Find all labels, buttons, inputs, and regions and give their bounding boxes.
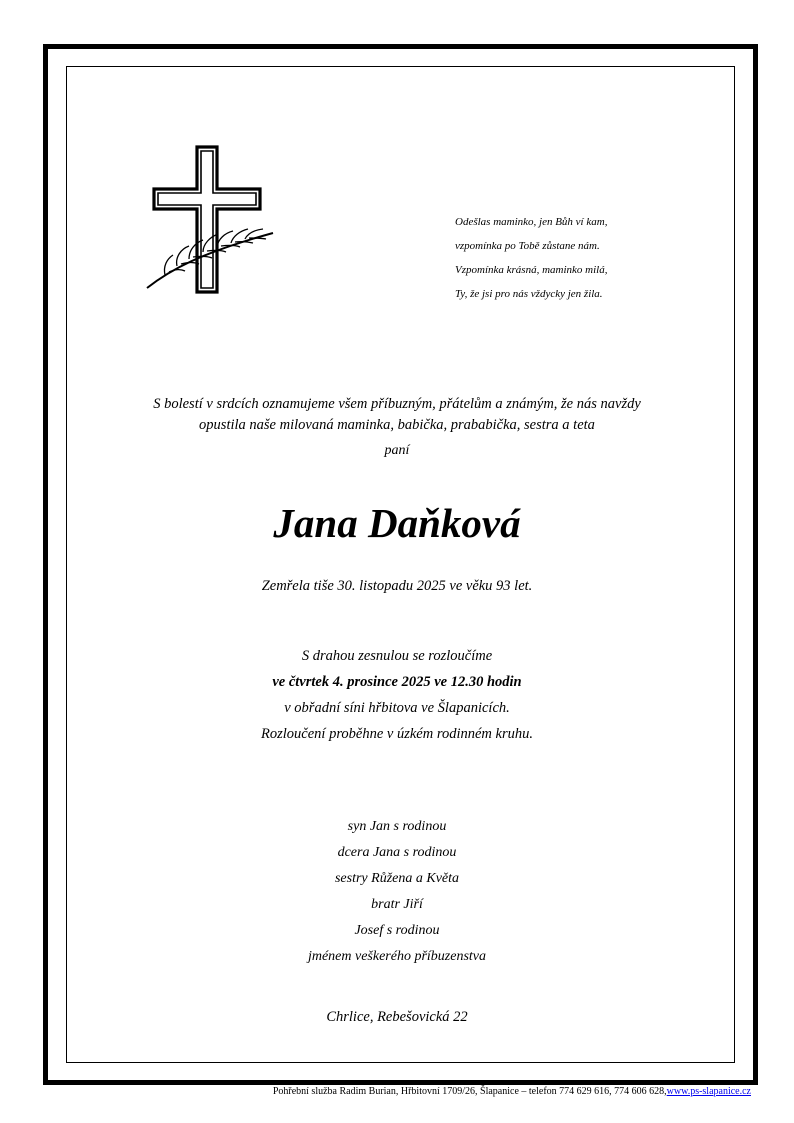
poem-line: Ty, že jsi pro nás vždycky jen žila. bbox=[455, 288, 603, 300]
ceremony-info bbox=[0, 643, 794, 747]
family-address: Chrlice, Rebešovická 22 bbox=[326, 1009, 468, 1025]
poem-line: Vzpomínka krásná, maminko milá, bbox=[455, 264, 608, 276]
footer-text: Pohřební služba Radim Burian, Hřbitovní 1709/26, Šlapanice – telefon 774 629 616, 774 606 628, bbox=[272, 1086, 667, 1097]
announcement-intro bbox=[0, 394, 794, 461]
intro-line: opustila naše milovaná maminka, babička, prababička, sestra a teta bbox=[199, 417, 595, 433]
ceremony-datetime: ve čtvrtek 4. prosince 2025 ve 12.30 hodin bbox=[272, 674, 522, 690]
poem-line: vzpomínka po Tobě zůstane nám. bbox=[455, 240, 600, 252]
ceremony-place: v obřadní síni hřbitova ve Šlapanicích. bbox=[284, 700, 510, 716]
mourner-item: jménem veškerého příbuzenstva bbox=[307, 949, 487, 964]
mourner-item: Josef s rodinou bbox=[354, 923, 440, 938]
footer bbox=[273, 1086, 751, 1097]
mourner-item: syn Jan s rodinou bbox=[347, 819, 447, 834]
cross-with-palm-icon bbox=[145, 145, 280, 295]
intro-title: paní bbox=[384, 443, 410, 458]
mourner-item: dcera Jana s rodinou bbox=[337, 845, 457, 860]
ceremony-note: Rozloučení proběhne v úzkém rodinném kruhu. bbox=[261, 726, 533, 742]
mourner-item: sestry Růžena a Květa bbox=[334, 871, 460, 886]
deceased-name: Jana Daňková bbox=[273, 500, 521, 546]
death-notice: Zemřela tiše 30. listopadu 2025 ve věku 93 let. bbox=[261, 578, 533, 594]
mourner-item: bratr Jiří bbox=[371, 897, 423, 912]
poem-line: Odešlas maminko, jen Bůh ví kam, bbox=[455, 216, 608, 228]
mourners-list bbox=[0, 814, 794, 970]
poem bbox=[455, 210, 715, 306]
ceremony-line: S drahou zesnulou se rozloučíme bbox=[301, 648, 493, 664]
intro-line: S bolestí v srdcích oznamujeme všem příbuzným, přátelům a známým, že nás navždy bbox=[153, 396, 641, 412]
footer-link[interactable]: www.ps-slapanice.cz bbox=[666, 1086, 751, 1097]
